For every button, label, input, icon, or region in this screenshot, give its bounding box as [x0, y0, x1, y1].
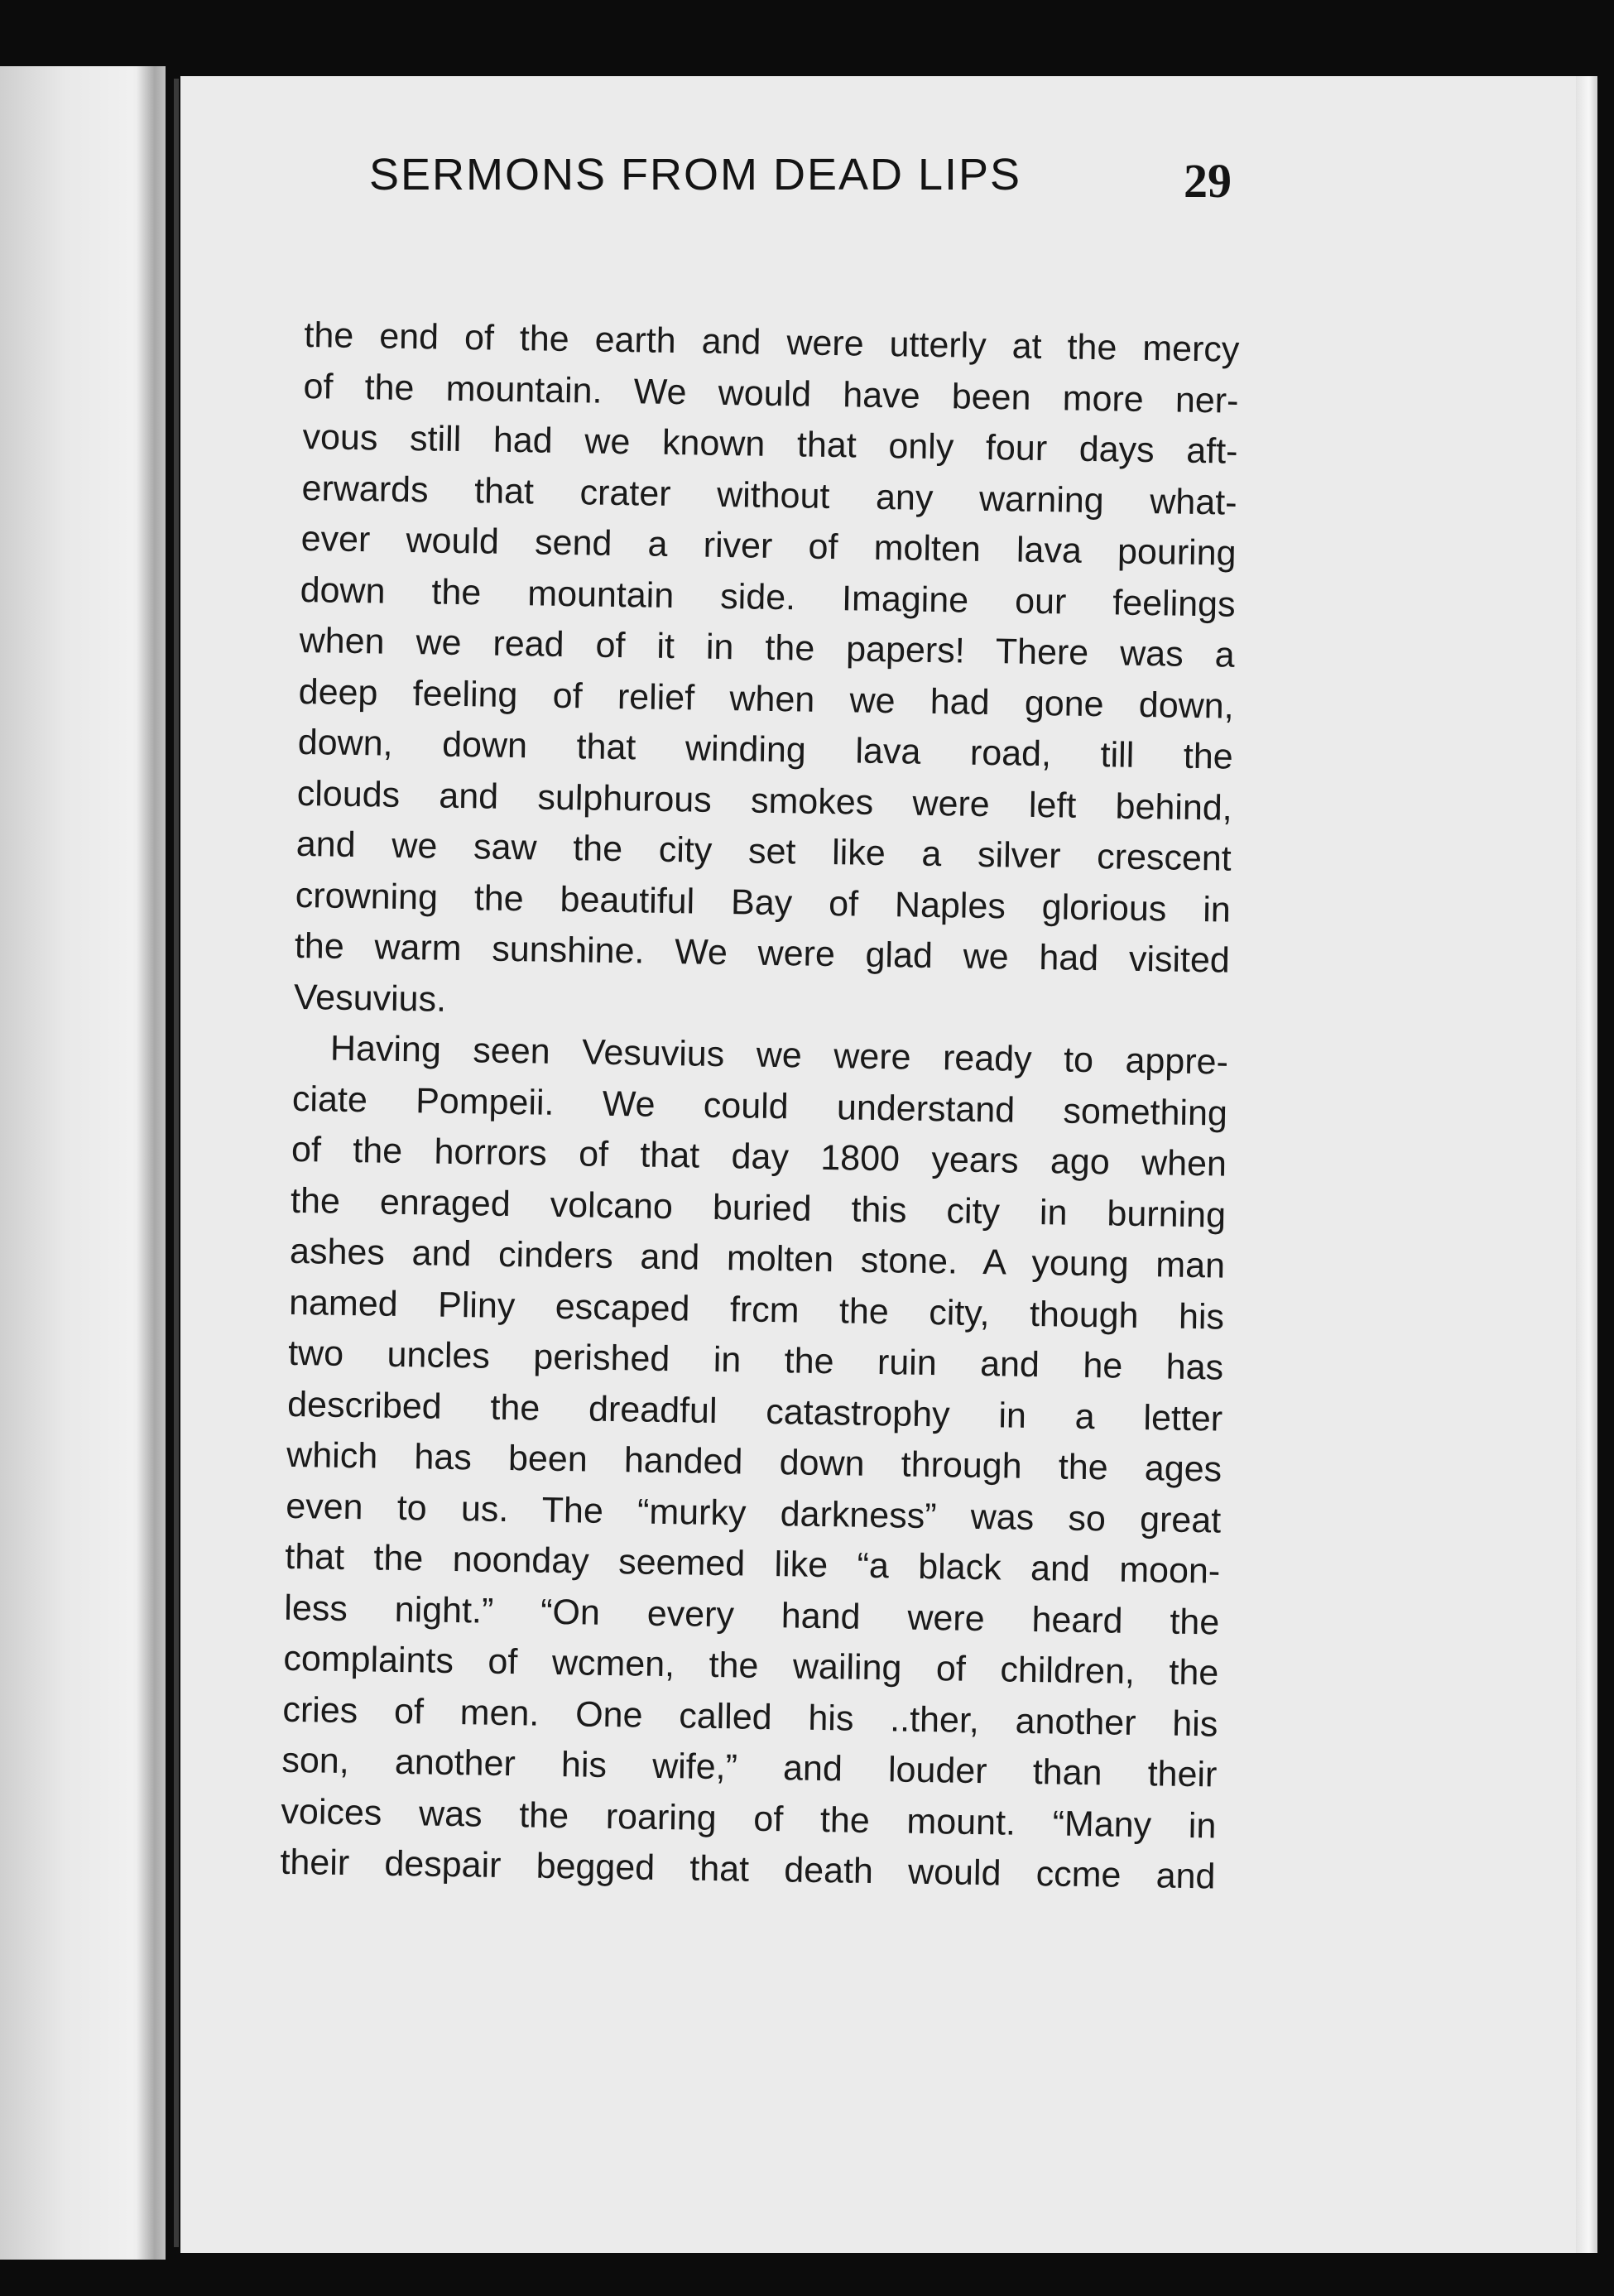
running-head: SERMONS FROM DEAD LIPS	[368, 150, 1022, 199]
text-line: less night.” “On every hand were heard the	[284, 1588, 1220, 1643]
text-line: Vesuvius.	[293, 977, 447, 1020]
text-line: down the mountain side. Imagine our feelings	[300, 569, 1236, 625]
text-line: that the noonday seemed like “a black and moon-	[284, 1536, 1221, 1592]
text-line: of the mountain. We would have been more ner-	[303, 366, 1239, 421]
page-number: 29	[1184, 154, 1232, 208]
text-line: erwards that crater without any warning what-	[301, 468, 1237, 523]
text-line: complaints of wcmen, the wailing of children, the	[283, 1638, 1219, 1693]
text-line: of the horrors of that day 1800 years ago when	[291, 1129, 1227, 1184]
text-line: and we saw the city set like a silver crescent	[295, 824, 1232, 879]
text-line: the end of the earth and were utterly at the mercy	[304, 315, 1240, 370]
text-line: Having seen Vesuvius we were ready to appre-	[329, 1028, 1229, 1083]
binding-spine	[174, 79, 179, 2247]
text-line: ever would send a river of molten lava pouring	[300, 518, 1237, 574]
text-line: two uncles perished in the ruin and he has	[287, 1333, 1224, 1388]
text-line: son, another his wife,” and louder than their	[281, 1740, 1218, 1795]
text-line: which has been handed down through the ages	[286, 1434, 1223, 1490]
text-line: voices was the roaring of the mount. “Many in	[281, 1791, 1217, 1847]
text-line: vous still had we known that only four days aft-	[302, 416, 1238, 472]
text-line: ashes and cinders and molten stone. A young man	[289, 1231, 1226, 1286]
gutter-shadow	[137, 66, 170, 2260]
text-line: described the dreadful catastrophy in a letter	[286, 1384, 1223, 1439]
text-line: when we read of it in the papers! There was a	[299, 620, 1235, 675]
body-text	[280, 310, 1240, 1903]
text-line: clouds and sulphurous smokes were left behind,	[296, 773, 1233, 829]
text-line: deep feeling of relief when we had gone down,	[298, 671, 1235, 727]
text-line: named Pliny escaped frcm the city, though his	[288, 1282, 1225, 1338]
text-line: cries of men. One called his ..ther, another his	[282, 1689, 1218, 1745]
text-line: the enraged volcano buried this city in burning	[290, 1180, 1227, 1236]
text-line: ciate Pompeii. We could understand something	[291, 1078, 1228, 1134]
text-line: crowning the beautiful Bay of Naples glorious in	[295, 875, 1232, 930]
text-line: the warm sunshine. We were glad we had visited	[294, 925, 1231, 981]
text-line: even to us. The “murky darkness” was so great	[285, 1486, 1222, 1541]
right-page-edge	[1576, 76, 1597, 2253]
text-line: down, down that winding lava road, till the	[297, 722, 1234, 777]
text-line: their despair begged that death would ccme and	[280, 1842, 1216, 1897]
